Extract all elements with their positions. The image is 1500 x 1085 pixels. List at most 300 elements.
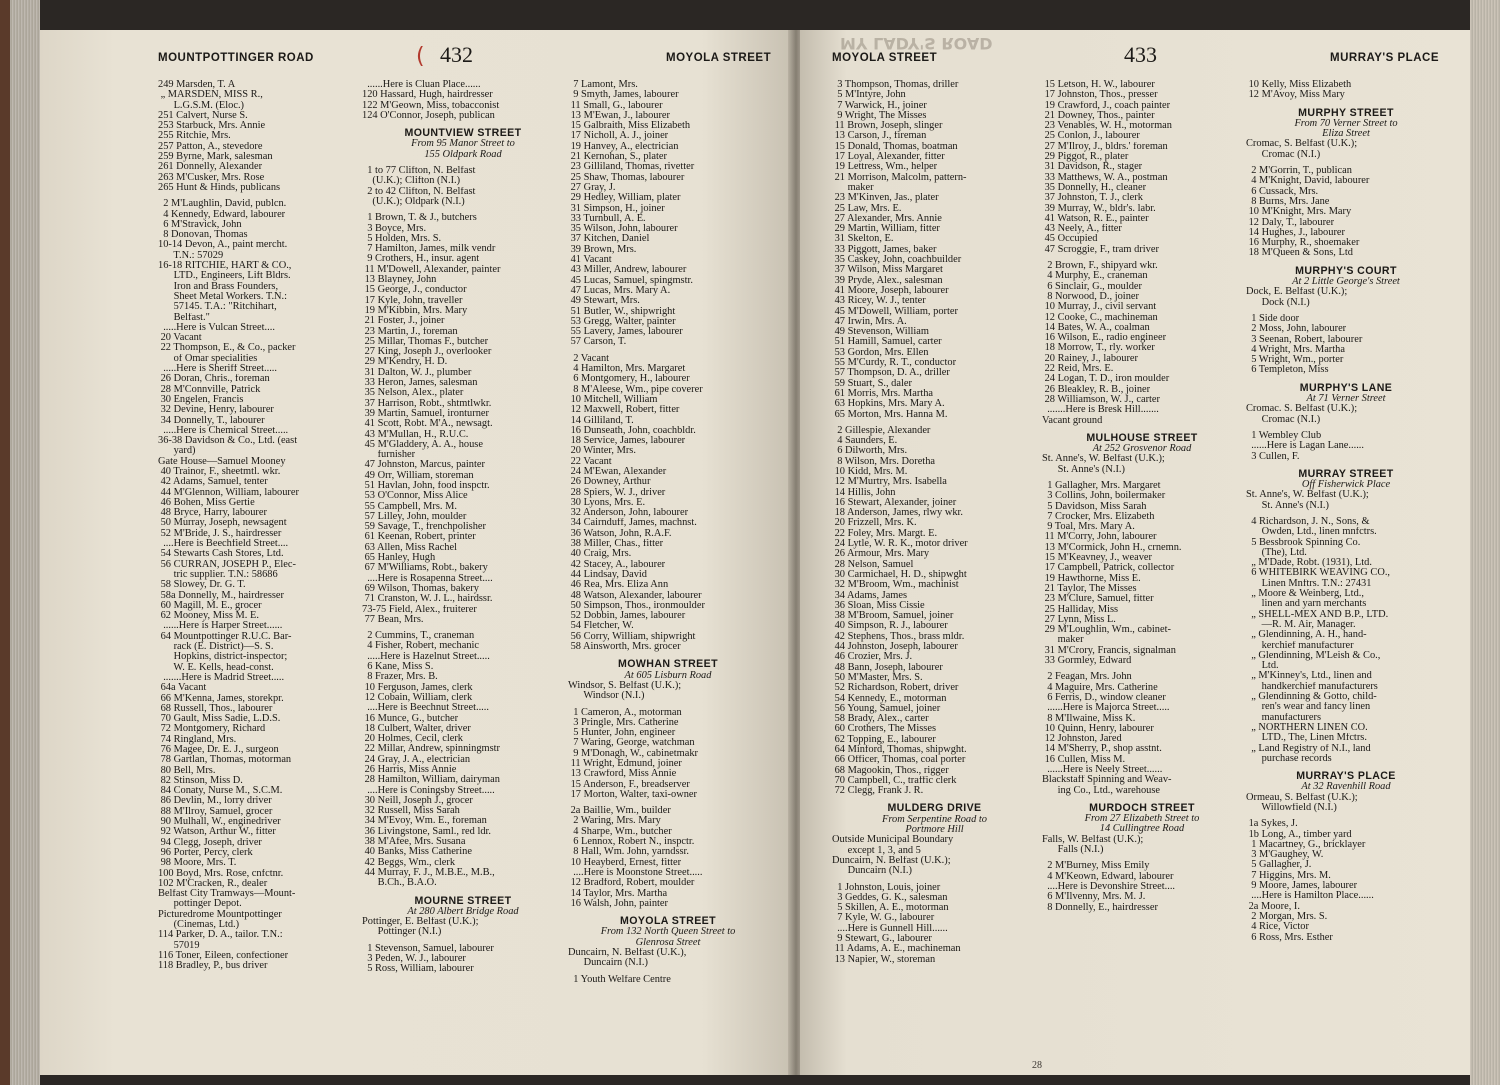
right-column-3 [1246, 80, 1446, 943]
directory-entry: 4 Fisher, Robert, mechanic [362, 641, 480, 652]
directory-entry: 11 Brown, Joseph, slinger [832, 121, 943, 132]
directory-entry: Duncairn, N. Belfast (U.K.); [832, 855, 951, 866]
cross-street-marker: .....Here is Hazelnut Street..... [362, 651, 490, 662]
directory-entry: 16 Munce, G., butcher [362, 713, 459, 724]
directory-entry: 118 Bradley, P., bus driver [158, 961, 268, 972]
directory-entry: 44 Lindsay, David [568, 569, 647, 580]
directory-entry: „ Glendinning & Gotto, child- [1246, 692, 1377, 703]
directory-entry: 6 Templeton, Miss [1246, 365, 1329, 376]
directory-entry: Ormeau, S. Belfast (U.K.); [1246, 792, 1358, 803]
directory-entry: 120 Hassard, Hugh, hairdresser [362, 90, 493, 101]
directory-entry: 26 Doran, Chris., foreman [158, 374, 270, 385]
directory-entry: 3 Pringle, Mrs. Catherine [568, 717, 679, 728]
cross-street-marker: ....Here is Moonstone Street..... [568, 867, 703, 878]
directory-entry: 6 M'Stravick, John [158, 219, 242, 230]
directory-entry: 59 Savage, T., frenchpolisher [362, 522, 486, 533]
directory-entry: 31 M'Crory, Francis, signalman [1042, 645, 1176, 656]
directory-entry: 122 M'Geown, Miss, tobacconist [362, 100, 500, 111]
directory-entry: 32 M'Broom, Wm., machinist [832, 580, 959, 591]
directory-entry: 50 Simpson, Thos., ironmoulder [568, 600, 705, 611]
directory-entry: LTD., Engineers, Lift Bldrs. [158, 271, 291, 282]
directory-entry: 25 Halliday, Miss [1042, 604, 1119, 615]
directory-entry: 45 Occupied [1042, 234, 1098, 245]
directory-entry: 3 Collins, John, boilermaker [1042, 491, 1166, 502]
directory-entry: 23 Gilliland, Thomas, rivetter [568, 162, 695, 173]
directory-entry: (U.K.); Oldpark (N.I.) [362, 196, 465, 207]
directory-entry: 12 Cooke, C., machineman [1042, 312, 1158, 323]
directory-entry: yard) [158, 446, 196, 457]
street-heading: MURRAY'S PLACE [1296, 770, 1396, 783]
directory-entry: 10 Quinn, Henry, labourer [1042, 723, 1154, 734]
directory-entry: 114 Parker, D. A., tailor. T.N.: [158, 930, 283, 941]
directory-entry: 36 Sloan, Miss Cissie [832, 600, 925, 611]
street-heading: MURPHY STREET [1298, 106, 1394, 119]
directory-entry: 96 Porter, Percy, clerk [158, 847, 253, 858]
directory-entry: 49 Stevenson, William [832, 327, 929, 338]
directory-entry: B.Ch., B.A.O. [362, 878, 437, 889]
directory-entry: 38 M'Broom, Samuel, joiner [832, 611, 954, 622]
directory-entry: 13 Napier, W., storeman [832, 954, 936, 965]
directory-entry: 12 Daly, T., labourer [1246, 217, 1335, 228]
directory-entry: 74 Ringland, Mrs. [158, 734, 237, 745]
directory-entry: ren's wear and fancy linen [1246, 702, 1371, 713]
directory-entry: 27 Gray, J. [568, 182, 616, 193]
directory-entry: 47 Scroggie, F., tram driver [1042, 244, 1159, 255]
directory-entry: 41 Scott, Robt. M'A., newsagt. [362, 419, 493, 430]
directory-entry: 26 Armour, Mrs. Mary [832, 549, 930, 560]
directory-entry: 7 Lamont, Mrs. [568, 80, 638, 90]
directory-entry: Cromac (N.I.) [1246, 414, 1321, 425]
directory-entry: 14 Gilliland, T. [568, 415, 634, 426]
directory-entry: Gate House—Samuel Mooney [158, 456, 286, 467]
directory-entry: 24 Logan, T. D., iron moulder [1042, 374, 1170, 385]
directory-entry: Cromac. S. Belfast (U.K.); [1246, 404, 1358, 415]
directory-entry: 19 Hawthorne, Miss E. [1042, 573, 1141, 584]
directory-entry: 13 M'Ewan, J., labourer [568, 110, 671, 121]
directory-entry: 9 Moore, James, labourer [1246, 881, 1358, 892]
directory-entry: (U.K.); Clifton (N.I.) [362, 176, 461, 187]
cross-street-marker: ....Here is Rosapenna Street.... [362, 573, 493, 584]
directory-entry: 40 Trainor, F., sheetmtl. wkr. [158, 466, 281, 477]
directory-entry: 72 Montgomery, Richard [158, 724, 266, 735]
directory-entry: 37 Harrison, Robt., shtmtlwkr. [362, 398, 492, 409]
directory-entry: 17 Kyle, John, traveller [362, 295, 463, 306]
directory-entry: T.N.: 57029 [158, 250, 224, 261]
directory-entry: 6 Kane, Miss S. [362, 662, 434, 673]
directory-entry: 54 Fletcher, W. [568, 621, 634, 632]
directory-entry: 16 Dunseath, John, coachbldr. [568, 425, 696, 436]
directory-entry: 8 Burns, Mrs. Jane [1246, 196, 1330, 207]
directory-entry: 6 WHITEBIRK WEAVING CO., [1246, 568, 1391, 579]
directory-entry: 16 Murphy, R., shoemaker [1246, 238, 1360, 249]
left-column-2 [362, 80, 564, 975]
directory-entry: 58a Donnelly, M., hairdresser [158, 590, 285, 601]
directory-entry: 26 Downey, Arthur [568, 477, 651, 488]
directory-entry: 6 Ferris, D., window cleaner [1042, 692, 1166, 703]
directory-entry: 20 Winter, Mrs. [568, 446, 636, 457]
directory-entry: 16 Stewart, Alexander, joiner [832, 497, 957, 508]
directory-entry: 2 Waring, Mrs. Mary [568, 816, 661, 827]
directory-entry: 1 Brown, T. & J., butchers [362, 213, 477, 224]
street-location: At 280 Albert Bridge Road [407, 905, 519, 917]
directory-entry: 31 Skelton, E. [832, 234, 894, 245]
street-heading: MURPHY'S LANE [1299, 381, 1393, 394]
left-running-head-right: MOYOLA STREET [666, 52, 772, 64]
directory-entry: 26 Harris, Miss Annie [362, 765, 457, 775]
directory-entry: 28 Spiers, W. J., driver [568, 487, 666, 498]
directory-entry: 22 Reid, Mrs. E. [1042, 364, 1114, 375]
directory-entry: Duncairn (N.I.) [568, 958, 648, 969]
directory-entry: Windsor, S. Belfast (U.K.); [568, 680, 682, 691]
directory-entry: ing Co., Ltd., warehouse [1042, 785, 1161, 796]
directory-entry: 43 M'Mullan, H., R.U.C. [362, 429, 469, 440]
directory-entry: 14 M'Sherry, P., shop asstnt. [1042, 744, 1162, 755]
cross-street-marker: ....Here is Coningsby Street..... [362, 785, 495, 796]
directory-entry: 6 M'Ilvenny, Mrs. M. J. [1042, 892, 1146, 903]
directory-entry: 41 Vacant [568, 255, 612, 266]
street-location: At 71 Verner Street [1306, 393, 1386, 405]
directory-entry: 18 Culbert, Walter, driver [362, 723, 471, 734]
directory-entry: 32 Anderson, John, labourer [568, 508, 689, 519]
directory-entry: 37 Wilson, Miss Margaret [832, 265, 943, 276]
directory-entry: 46 Bohen, Miss Gertie [158, 497, 255, 508]
directory-entry: 4 Wright, Mrs. Martha [1246, 344, 1345, 355]
directory-entry: 28 Williamson, W. J., carter [1042, 394, 1160, 405]
directory-entry: 61 Morris, Mrs. Martha [832, 388, 934, 399]
directory-entry: 43 Neely, A., fitter [1042, 224, 1122, 235]
directory-entry: 2 Vacant [568, 353, 610, 364]
directory-entry: 48 Bryce, Harry, labourer [158, 508, 267, 519]
right-running-head-left: MOYOLA STREET [832, 52, 938, 64]
directory-entry: 4 Maguire, Mrs. Catherine [1042, 682, 1158, 693]
directory-entry: 35 Caskey, John, coachbuilder [832, 255, 962, 266]
cross-street-marker: ....Here is Hamilton Place...... [1246, 891, 1374, 902]
directory-entry: Linen Mnftrs. T.N.: 27431 [1246, 578, 1372, 589]
cross-street-marker: .......Here is Bresk Hill....... [1042, 405, 1159, 416]
directory-entry: 6 Lennox, Robert N., inspctr. [568, 837, 695, 848]
directory-entry: „ M'Dade, Robt. (1931), Ltd. [1246, 558, 1372, 569]
street-location: At 2 Little George's Street [1292, 276, 1400, 288]
directory-entry: 42 Beggs, Wm., clerk [362, 857, 456, 868]
directory-entry: 34 M'Evoy, Wm. E., foreman [362, 816, 487, 827]
directory-entry: 2 Cummins, T., craneman [362, 631, 475, 642]
directory-entry: (The), Ltd. [1246, 547, 1307, 558]
directory-entry: 6 Sinclair, G., moulder [1042, 281, 1143, 292]
directory-entry: 5 Bessbrook Spinning Co. [1246, 537, 1361, 548]
directory-entry: 11 Adams, A. E., machineman [832, 944, 961, 955]
directory-entry: 8 Norwood, D., joiner [1042, 291, 1139, 302]
directory-entry: 4 Kennedy, Edward, labourer [158, 209, 286, 220]
directory-entry: 16 Cullen, Miss M. [1042, 754, 1126, 765]
directory-entry: 2 Moss, John, labourer [1246, 324, 1347, 335]
directory-entry: St. Anne's, W. Belfast (U.K.); [1246, 490, 1369, 501]
directory-entry: 73-75 Field, Alex., fruiterer [362, 604, 477, 615]
cross-street-marker: .....Here is Sheriff Street..... [158, 364, 277, 375]
street-heading: MURRAY STREET [1298, 467, 1394, 480]
directory-entry: 10-14 Devon, A., paint mercht. [158, 240, 288, 251]
directory-entry: 28 M'Connville, Patrick [158, 384, 261, 395]
directory-entry: 94 Clegg, Joseph, driver [158, 837, 262, 848]
directory-entry: linen and yarn merchants [1246, 599, 1367, 610]
directory-entry: 10 Ferguson, James, clerk [362, 682, 473, 693]
directory-entry: 46 Crozier, Mrs. J. [832, 652, 913, 663]
left-running-head-left: MOUNTPOTTINGER ROAD [158, 52, 314, 64]
cross-street-marker: ....Here is Beechnut Street..... [362, 703, 489, 714]
street-heading: MULDERG DRIVE [887, 802, 982, 815]
directory-entry: 4 Sharpe, Wm., butcher [568, 826, 672, 837]
directory-entry: 3 Peden, W. J., labourer [362, 954, 466, 965]
directory-entry: 14 Bates, W. A., coalman [1042, 322, 1150, 333]
directory-entry: 3 Thompson, Thomas, driller [832, 80, 959, 90]
directory-entry: „ MARSDEN, MISS R., [158, 90, 263, 101]
directory-entry: 70 Campbell, C., traffic clerk [832, 775, 957, 786]
directory-entry: (Cinemas, Ltd.) [158, 920, 240, 931]
cross-street-marker: .....Here is Vulcan Street.... [158, 322, 275, 333]
directory-entry: Pottinger (N.I.) [362, 927, 442, 938]
directory-entry: 56 Young, Samuel, joiner [832, 703, 941, 714]
directory-entry: 3 Seenan, Robert, labourer [1246, 334, 1363, 345]
directory-entry: 34 Donnelly, T., labourer [158, 415, 265, 426]
pencil-mark: ( [416, 44, 425, 69]
directory-entry: 4 M'Knight, David, labourer [1246, 176, 1370, 187]
directory-entry: 35 Wilson, John, labourer [568, 224, 678, 235]
directory-entry: 1b Long, A., timber yard [1246, 829, 1352, 840]
directory-entry: 8 Donovan, Thomas [158, 230, 248, 241]
street-location: 155 Oldpark Road [424, 148, 502, 160]
directory-entry: 8 Wilson, Mrs. Doretha [832, 456, 935, 467]
directory-entry: 55 M'Curdy, R. T., conductor [832, 358, 957, 369]
directory-entry: Falls (N.I.) [1042, 845, 1104, 856]
street-location: Glenrosa Street [635, 936, 701, 948]
directory-entry: 14 Hughes, J., labourer [1246, 227, 1345, 238]
directory-entry: 64 Mountpottinger R.U.C. Bar- [158, 631, 292, 642]
directory-entry: 21 Morrison, Malcolm, pattern- [832, 172, 967, 183]
directory-entry: 10 Kelly, Miss Elizabeth [1246, 80, 1352, 90]
directory-entry: Owden, Ltd., linen mnfctrs. [1246, 527, 1377, 538]
directory-entry: 17 Nicholl, A. J., joiner [568, 131, 669, 142]
street-location: Portmore Hill [905, 824, 964, 836]
directory-entry: 1 Johnston, Louis, joiner [832, 882, 941, 893]
directory-entry: 43 Ricey, W. J., tenter [832, 296, 926, 307]
directory-entry: 58 Slowey, Dr. G. T. [158, 580, 246, 591]
directory-entry: Belfast City Tramways—Mount- [158, 889, 296, 900]
directory-entry: 10 Mitchell, William [568, 394, 658, 405]
directory-entry: 33 Turnbull, A. E. [568, 213, 646, 224]
directory-entry: 5 Ross, William, labourer [362, 964, 474, 975]
directory-entry: Sheet Metal Workers. T.N.: [158, 291, 288, 302]
directory-entry: 19 M'Kibbin, Mrs. Mary [362, 305, 468, 316]
directory-entry: 39 Pryde, Alex., salesman [832, 275, 943, 286]
directory-entry: 10 Murray, J., civil servant [1042, 302, 1157, 313]
directory-entry: 20 Holmes, Cecil, clerk [362, 734, 463, 745]
directory-entry: 15 Galbraith, Miss Elizabeth [568, 121, 691, 132]
directory-entry: 77 Bean, Mrs. [362, 614, 424, 625]
directory-entry: 59 Stuart, S., daler [832, 378, 912, 389]
street-location: Eliza Street [1322, 128, 1370, 140]
directory-entry: 55 Lavery, James, labourer [568, 327, 683, 338]
directory-entry: 48 Watson, Alexander, labourer [568, 590, 702, 601]
directory-entry: 15 M'Keavney, J., weaver [1042, 553, 1152, 564]
directory-entry: 257 Patton, A., stevedore [158, 141, 263, 152]
directory-entry: 17 Morton, Walter, taxi-owner [568, 789, 697, 800]
directory-entry: 57 Thompson, D. A., driller [832, 368, 950, 379]
directory-entry: 52 M'Bride, J. S., hairdresser [158, 528, 282, 539]
directory-entry: 61 Keenan, Robert, printer [362, 532, 476, 543]
directory-entry: 46 Rea, Mrs. Eliza Ann [568, 580, 669, 591]
directory-entry: 38 M'Afee, Mrs. Susana [362, 837, 466, 848]
directory-entry: 10 Kidd, Mrs. M. [832, 466, 908, 477]
directory-entry: LTD., The, Linen Mfctrs. [1246, 733, 1367, 744]
directory-entry: 25 Conlon, J., labourer [1042, 131, 1140, 142]
directory-entry: 37 Johnston, T. J., clerk [1042, 193, 1143, 204]
directory-entry: 42 Adams, Samuel, tenter [158, 477, 268, 488]
directory-entry: 29 M'Loughlin, Wm., cabinet- [1042, 625, 1171, 636]
directory-entry: 54 Kennedy, E., motorman [832, 693, 947, 704]
directory-entry: 33 Gormley, Edward [1042, 656, 1132, 667]
directory-entry: 7 Warwick, H., joiner [832, 100, 927, 111]
directory-entry: 32 Russell, Miss Sarah [362, 806, 460, 817]
book-right-edge [1470, 0, 1500, 1085]
directory-entry: 88 M'Ilroy, Samuel, grocer [158, 806, 273, 817]
directory-entry: 68 Magookin, Thos., rigger [832, 765, 949, 776]
directory-entry: 34 Adams, James [832, 590, 908, 601]
directory-entry: 20 Frizzell, Mrs. K. [832, 518, 917, 529]
directory-entry: 28 Hamilton, William, dairyman [362, 775, 500, 786]
directory-entry: maker [1042, 635, 1084, 646]
directory-entry: 15 Donald, Thomas, boatman [832, 141, 958, 152]
right-page [800, 30, 1470, 1075]
cross-street-marker: ......Here is Cluan Place...... [362, 80, 481, 90]
directory-entry: 9 Wright, The Misses [832, 110, 927, 121]
directory-entry: 30 Engelen, Francis [158, 394, 244, 405]
directory-entry: „ Moore & Weinberg, Ltd., [1246, 589, 1364, 600]
directory-entry: 7 Hamilton, James, milk vendr [362, 244, 496, 255]
directory-entry: 66 M'Kenna, James, storekpr. [158, 693, 284, 704]
directory-entry: 27 M'Ilroy, J., bldrs.' foreman [1042, 141, 1168, 152]
directory-entry: 8 Frazer, Mrs. B. [362, 672, 438, 683]
cross-street-marker: ......Here is Lagan Lane...... [1246, 441, 1365, 452]
directory-entry: 4 Richardson, J. N., Sons, & [1246, 516, 1370, 527]
directory-entry: Iron and Brass Founders, [158, 281, 279, 292]
directory-entry: 6 Montgomery, H., labourer [568, 374, 690, 385]
cross-street-marker: ......Here is Harper Street...... [158, 621, 283, 632]
directory-entry: St. Anne's (N.I.) [1042, 464, 1125, 475]
directory-entry: 44 Murray, F. J., M.B.E., M.B., [362, 867, 495, 878]
directory-entry: St. Anne's (N.I.) [1246, 500, 1329, 511]
directory-entry: 13 Crawford, Miss Annie [568, 769, 677, 780]
directory-entry: 15 Anderson, F., breadserver [568, 779, 690, 790]
directory-entry: 39 Brown, Mrs. [568, 244, 637, 255]
directory-entry: 3 Boyce, Mrs. [362, 223, 427, 234]
directory-entry: 76 Magee, Dr. E. J., surgeon [158, 745, 279, 755]
directory-entry: 5 Gallagher, J. [1246, 860, 1312, 871]
street-location: From 27 Elizabeth Street to [1084, 813, 1200, 825]
directory-entry: 47 Lucas, Mrs. Mary A. [568, 285, 671, 296]
directory-entry: 27 Alexander, Mrs. Annie [832, 213, 942, 224]
directory-entry: 69 Wilson, Thomas, bakery [362, 583, 479, 594]
directory-entry: 35 Nelson, Alex., plater [362, 388, 464, 399]
directory-entry: 12 Cobain, William, clerk [362, 692, 473, 703]
street-heading: MOURNE STREET [414, 894, 512, 907]
directory-entry: 3 Cullen, F. [1246, 451, 1300, 462]
directory-entry: 26 Bleakley, R. B., joiner [1042, 384, 1151, 395]
directory-entry: 2 Gillespie, Alexander [832, 425, 931, 436]
directory-entry: 22 Millar, Andrew, spinningmstr [362, 744, 501, 755]
directory-entry: 44 M'Glennon, William, labourer [158, 487, 299, 498]
directory-entry: tric supplier. T.N.: 58686 [158, 569, 278, 580]
directory-entry: 4 Rice, Victor [1246, 922, 1309, 933]
directory-entry: Willowfield (N.I.) [1246, 803, 1337, 813]
directory-entry: 9 M'Donagh, W., cabinetmakr [568, 748, 698, 759]
directory-entry: maker [832, 182, 874, 193]
directory-entry: 18 Anderson, James, rlwy wkr. [832, 508, 964, 519]
left-page [40, 30, 792, 1075]
directory-entry: 24 Gray, J. A., electrician [362, 754, 471, 765]
directory-entry: 16-18 RITCHIE, HART & CO., [158, 261, 292, 272]
directory-entry: 44 Johnston, Joseph, labourer [832, 642, 958, 653]
directory-entry: 40 Craig, Mrs. [568, 549, 632, 560]
directory-entry: 39 Murray, W., bldr's. labr. [1042, 203, 1156, 214]
directory-entry: 1 Youth Welfare Centre [568, 974, 671, 985]
directory-entry: 2a Moore, I. [1246, 901, 1300, 912]
cross-street-marker: ....Here is Devonshire Street.... [1042, 881, 1176, 892]
directory-entry: L.G.S.M. (Eloc.) [158, 100, 245, 111]
directory-entry: 63 Allen, Miss Rachel [362, 542, 457, 553]
directory-entry: 60 Crothers, The Misses [832, 724, 936, 735]
directory-entry: 43 Miller, Andrew, labourer [568, 265, 687, 276]
directory-entry: 38 Miller, Chas., fitter [568, 539, 664, 550]
directory-entry: 49 Stewart, Mrs. [568, 296, 640, 307]
directory-entry: Falls, W. Belfast (U.K.); [1042, 834, 1144, 845]
directory-entry: „ Glendinning, A. H., hand- [1246, 630, 1367, 641]
directory-entry: 11 M'Corry, John, labourer [1042, 532, 1157, 543]
directory-entry: 2 to 42 Clifton, N. Belfast [362, 186, 476, 197]
cross-street-marker: .....Here is Chemical Street..... [158, 425, 289, 436]
directory-entry: 51 Hamill, Samuel, carter [832, 337, 942, 348]
directory-entry: 4 M'Keown, Edward, labourer [1042, 871, 1174, 882]
directory-entry: 51 Butler, W., shipwright [568, 306, 676, 317]
directory-entry: 29 M'Kendry, H. D. [362, 357, 448, 368]
directory-entry: kerchief manufacturer [1246, 640, 1354, 651]
directory-entry: 23 M'Clure, Samuel, fitter [1042, 594, 1154, 605]
directory-entry: „ M'Kinney's, Ltd., linen and [1246, 671, 1372, 682]
directory-entry: 13 Carson, J., fireman [832, 131, 927, 142]
directory-entry: 8 M'Ilwaine, Miss K. [1042, 713, 1136, 724]
directory-entry: 9 Toal, Mrs. Mary A. [1042, 522, 1135, 533]
directory-entry: 49 Orr, William, storeman [362, 470, 474, 481]
directory-entry: Hopkins, district-inspector; [158, 652, 288, 663]
directory-entry: 22 Foley, Mrs. Margt. E. [832, 528, 938, 539]
directory-entry: 57019 [158, 940, 200, 951]
directory-entry: 36 Livingstone, Saml., red ldr. [362, 826, 492, 837]
directory-entry: 60 Magill, M. E., grocer [158, 600, 262, 611]
directory-entry: 92 Watson, Arthur W., fitter [158, 827, 276, 838]
directory-entry: 30 Neill, Joseph J., grocer [362, 795, 473, 806]
directory-entry: 30 Carmichael, H. D., shipwght [832, 569, 967, 580]
right-column-1 [832, 80, 1037, 965]
directory-entry: 124 O'Connor, Joseph, publican [362, 110, 495, 121]
directory-entry: 29 Martin, William, fitter [832, 224, 940, 235]
directory-entry: 28 Nelson, Samuel [832, 559, 914, 570]
directory-entry: manufacturers [1246, 712, 1322, 723]
directory-entry: „ Land Registry of N.I., land [1246, 743, 1371, 754]
directory-entry: 64a Vacant [158, 683, 207, 694]
directory-entry: 2 M'Gorrin, T., publican [1246, 166, 1352, 177]
directory-entry: 14 Hillis, John [832, 487, 896, 498]
street-heading: MOYOLA STREET [619, 915, 717, 928]
directory-entry: 3 Geddes, G. K., salesman [832, 892, 948, 903]
directory-entry: 1 Stevenson, Samuel, labourer [362, 943, 494, 954]
